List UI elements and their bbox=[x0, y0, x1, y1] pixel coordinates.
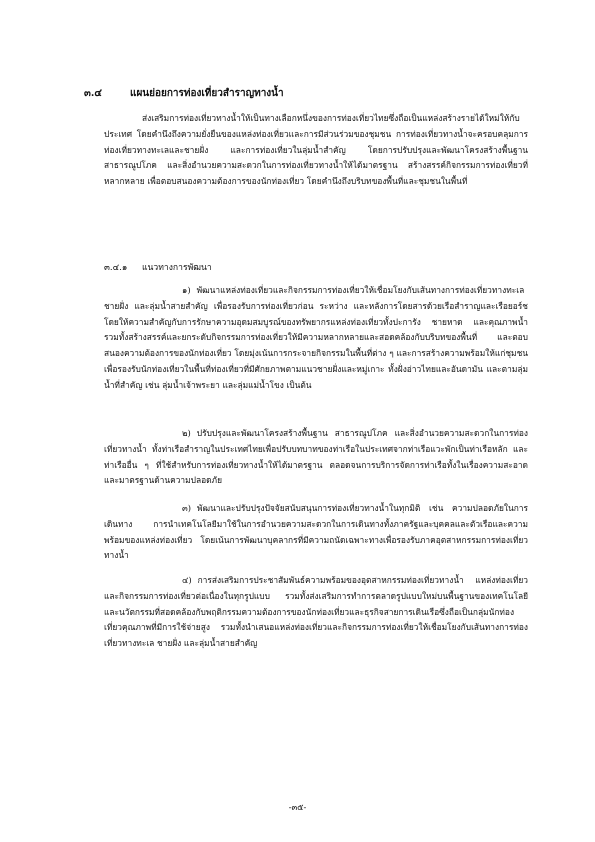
intro-paragraph: ส่งเสริมการท่องเที่ยวทางน้ำให้เป็นทางเลือกหนึ่งของการท่องเที่ยวไทยซึ่งถือเป็นแหล่งสร้างรายได้ใหม่ให้กับประเทศ โดยคำนึงถึงความยั่งยืนของแหล่งท่องเที่ยวและการมีส่วนร่วมของชุมชน การท่องเที่ยวทางน้ำจะครอบคลุมการท่องเที่ยวทางทะเลและชายฝั่ง และการท่องเที่ยวในลุ่มน้ำสำคัญ โดยการปรับปรุงและพัฒนาโครงสร้างพื้นฐาน สาธารณูปโภค และสิ่งอำนวยความสะดวกในการท่องเที่ยวทางน้ำให้ได้มาตรฐาน สร้างสรรค์กิจกรรมการท่องเที่ยวที่หลากหลาย เพื่อตอบสนองความต้องการของนักท่องเที่ยว โดยคำนึงถึงบริบทของพื้นที่และชุมชนในพื้นที่ bbox=[104, 113, 528, 187]
guideline-marker: ๔) bbox=[182, 575, 192, 585]
guideline-text: ปรับปรุงและพัฒนาโครงสร้างพื้นฐาน สาธารณูปโภค และสิ่งอำนวยความสะดวกในการท่องเที่ยวทางน้ำ ทั้งท่าเรือสำราญในประเทศไทยเพื่อปรับบทบาทของท่าเรือในประเทศจากท่าเรือแวะพักเป็นท่าเรือหลัก และท่าเรืออื่น ๆ ที่ใช้สำหรับการท่องเที่ยวทางน้ำให้ได้มาตรฐาน ตลอดจนการบริการจัดการท่าเรือทั้งในเรื่องความสะอาดและมาตรฐานด้านความปลอดภัย bbox=[104, 428, 528, 486]
page-number: -๓๕- bbox=[288, 802, 307, 812]
guideline-text: การส่งเสริมการประชาสัมพันธ์ความพร้อมของอุตสาหกรรมท่องเที่ยวทางน้ำ แหล่งท่องเที่ยว และกิจกรรมการท่องเที่ยวต่อเนื่องในทุกรูปแบบ รวมทั้งส่งเสริมการทำการตลาดรูปแบบใหม่บนพื้นฐานของเทคโนโลยีและนวัตกรรมที่สอดคล้องกับพฤติกรรมความต้องการของนักท่องเที่ยวและธุรกิจสายการเดินเรือซึ่งถือเป็นกลุ่มนักท่องเที่ยวคุณภาพที่มีการใช้จ่ายสูง รวมทั้งนำเสนอแหล่งท่องเที่ยวและกิจกรรมการท่องเที่ยวให้เชื่อมโยงกับเส้นทางการท่องเที่ยวทางทะเล ชายฝั่ง และลุ่มน้ำสายสำคัญ bbox=[104, 575, 528, 649]
guideline-text: พัฒนาแหล่งท่องเที่ยวและกิจกรรมการท่องเที่ยวให้เชื่อมโยงกับเส้นทางการท่องเที่ยวทางทะเล ชายฝั่ง และลุ่มน้ำสายสำคัญ เพื่อรองรับการท่องเที่ยวก่อน ระหว่าง และหลังการโดยสารด้วยเรือสำราญและเรือยอร์ช โดยให้ความสำคัญกับการรักษาความอุดมสมบูรณ์ของทรัพยากรแหล่งท่องเที่ยวทั้งปะการัง ชายหาด และคุณภาพน้ำ รวมทั้งสร้างสรรค์และยกระดับกิจกรรมการท่องเที่ยวให้มีความหลากหลายและสอดคล้องกับบริบทของพื้นที่ และตอบสนองความต้องการของนักท่องเที่ยว โดยมุ่งเน้นการกระจายกิจกรรมในพื้นที่ต่าง ๆ และการสร้างความพร้อมให้แก่ชุมชนเพื่อรองรับนักท่องเที่ยวในพื้นที่ท่องเที่ยวที่มีศักยภาพตามแนวชายฝั่งและหมู่เกาะ ทั้งฝั่งอ่าวไทยและอันดามัน และตามลุ่มน้ำที่สำคัญ เช่น ลุ่มน้ำเจ้าพระยา และลุ่มแม่น้ำโขง เป็นต้น bbox=[104, 285, 528, 390]
guideline-item-3 bbox=[104, 501, 528, 564]
section-number: ๓.๔ bbox=[84, 88, 102, 99]
section-heading bbox=[84, 86, 284, 101]
guideline-item-2 bbox=[104, 426, 528, 489]
guideline-item-4 bbox=[104, 573, 528, 652]
subsection-number: ๓.๔.๑ bbox=[104, 263, 128, 273]
guideline-marker: ๓) bbox=[182, 503, 191, 513]
guideline-marker: ๑) bbox=[182, 285, 191, 295]
section-title: แผนย่อยการท่องเที่ยวสำราญทางน้ำ bbox=[130, 88, 284, 99]
guideline-item-1 bbox=[104, 283, 528, 394]
guideline-text: พัฒนาและปรับปรุงปัจจัยสนับสนุนการท่องเที่ยวทางน้ำในทุกมิติ เช่น ความปลอดภัยในการเดินทาง การนำเทคโนโลยีมาใช้ในการอำนวยความสะดวกในการเดินทางทั้งภาครัฐและบุคคลและตัวเรือและความพร้อมของแหล่งท่องเที่ยว โดยเน้นการพัฒนาบุคลากรที่มีความถนัดเฉพาะทางเพื่อรองรับภาคอุตสาหกรรมการท่องเที่ยวทางน้ำ bbox=[104, 503, 528, 561]
guideline-marker: ๒) bbox=[182, 428, 191, 438]
subsection-title: แนวทางการพัฒนา bbox=[142, 263, 212, 273]
subsection-heading bbox=[104, 260, 212, 274]
